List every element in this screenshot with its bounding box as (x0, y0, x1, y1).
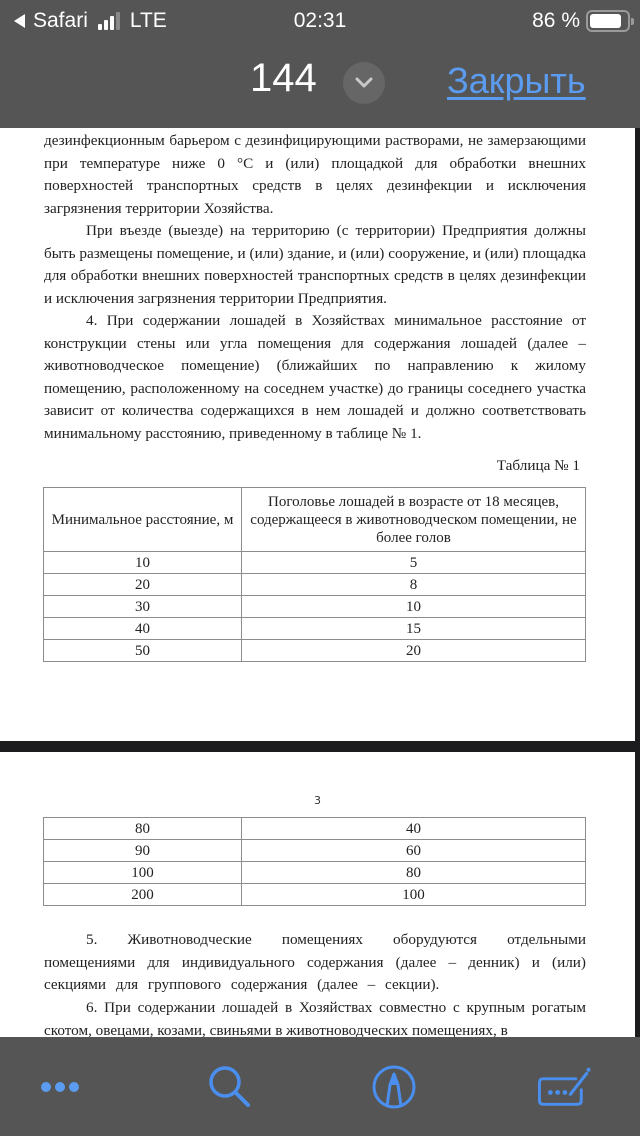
table-header-headcount: Поголовье лошадей в возрасте от 18 месяцев, содержащееся в животноводческом помещении, не более голов (242, 488, 586, 552)
table-row (44, 552, 586, 574)
distance-table (43, 487, 586, 662)
signature-icon (534, 1062, 594, 1112)
markup-icon (370, 1063, 418, 1111)
paragraph-5-text: 5. Животноводческие помещениях оборудуются отдельными помещениями для индивидуального содержания (далее – денник) и (или) секциями для группового содержания (далее – секции). (44, 931, 586, 994)
battery-percent: 86 % (532, 9, 580, 32)
table-row (44, 640, 586, 662)
bottom-toolbar (0, 1037, 640, 1136)
table-header-row (44, 488, 586, 552)
paragraph-6 (44, 997, 586, 1037)
markup-button[interactable] (364, 1057, 424, 1117)
table-cell-headcount: 80 (242, 862, 586, 884)
distance-table-continued (43, 817, 586, 906)
search-icon (207, 1064, 253, 1110)
table-cell-headcount: 10 (242, 596, 586, 618)
table-cell-headcount: 20 (242, 640, 586, 662)
table-cell-distance: 40 (44, 618, 242, 640)
table-header-distance: Минимальное расстояние, м (44, 488, 242, 552)
table-cell-distance: 20 (44, 574, 242, 596)
table-cell-headcount: 8 (242, 574, 586, 596)
paragraph-continued: дезинфекционным барьером с дезинфицирующими растворами, не замерзающими при температуре ниже 0 °С и (или) площадкой для обработки внешних поверхностей транспортных средств в целях дезинфекции и исключения загрязнения территории Хозяйства. (44, 132, 586, 217)
table-row (44, 574, 586, 596)
close-button[interactable]: Закрыть (447, 60, 586, 101)
table-cell-headcount: 40 (242, 818, 586, 840)
more-icon (40, 1081, 80, 1093)
table-cell-headcount: 60 (242, 840, 586, 862)
back-app-label[interactable]: Safari (33, 9, 88, 32)
page-number-indicator: 144 (250, 56, 317, 100)
table-cell-distance: 30 (44, 596, 242, 618)
more-button[interactable] (30, 1057, 90, 1117)
page-jump-button[interactable] (343, 62, 385, 104)
table-caption: Таблица № 1 (496, 457, 580, 474)
search-button[interactable] (200, 1057, 260, 1117)
table-row (44, 618, 586, 640)
status-time: 02:31 (293, 9, 347, 32)
signature-button[interactable] (534, 1057, 594, 1117)
table-cell-distance: 80 (44, 818, 242, 840)
paragraph-entry-text: При въезде (выезде) на территорию (с территории) Предприятия должны быть размещены помещение, и (или) здание, и (или) сооружение, и (или) площадка для обработки внешних поверхностей транспортных средств в целях дезинфекции и исключения загрязнения территории Предприятия. (44, 222, 586, 307)
table-cell-headcount: 15 (242, 618, 586, 640)
chevron-down-icon (354, 77, 374, 89)
page-footer-number: 3 (314, 794, 321, 807)
document-page-2[interactable] (0, 752, 635, 1037)
table-cell-headcount: 5 (242, 552, 586, 574)
table-cell-distance: 50 (44, 640, 242, 662)
status-right (532, 9, 630, 33)
battery-icon (586, 10, 630, 32)
table-cell-distance: 90 (44, 840, 242, 862)
table-cell-distance: 100 (44, 862, 242, 884)
table-cell-distance: 200 (44, 884, 242, 906)
network-type: LTE (129, 9, 167, 32)
table-row (44, 596, 586, 618)
paragraph-4 (44, 310, 586, 446)
document-page-1[interactable] (0, 128, 635, 741)
table-row (44, 862, 586, 884)
table-cell-headcount: 100 (242, 884, 586, 906)
table-row (44, 840, 586, 862)
paragraph-entry-requirements (44, 220, 586, 310)
table-row (44, 818, 586, 840)
table-row (44, 884, 586, 906)
paragraph-5 (44, 929, 586, 997)
scroll-edge (635, 128, 640, 1037)
status-bar (0, 0, 640, 42)
paragraph-6-text: 6. При содержании лошадей в Хозяйствах совместно с крупным рогатым скотом, овецами, козами, свиньями в животноводческих помещениях, в (44, 999, 586, 1037)
document-header (0, 52, 640, 112)
table-cell-distance: 10 (44, 552, 242, 574)
top-bar (0, 0, 640, 128)
paragraph-4-text: 4. При содержании лошадей в Хозяйствах минимальное расстояние от конструкции стены или угла помещения для содержания лошадей (далее – животноводческое помещение) (ближайших по направлению к жилому помещению, расположенному на соседнем участке) до границы соседнего участка зависит от количества содержащихся в нем лошадей и должно соответствовать минимальному расстоянию, приведенному в таблице № 1. (44, 312, 586, 442)
